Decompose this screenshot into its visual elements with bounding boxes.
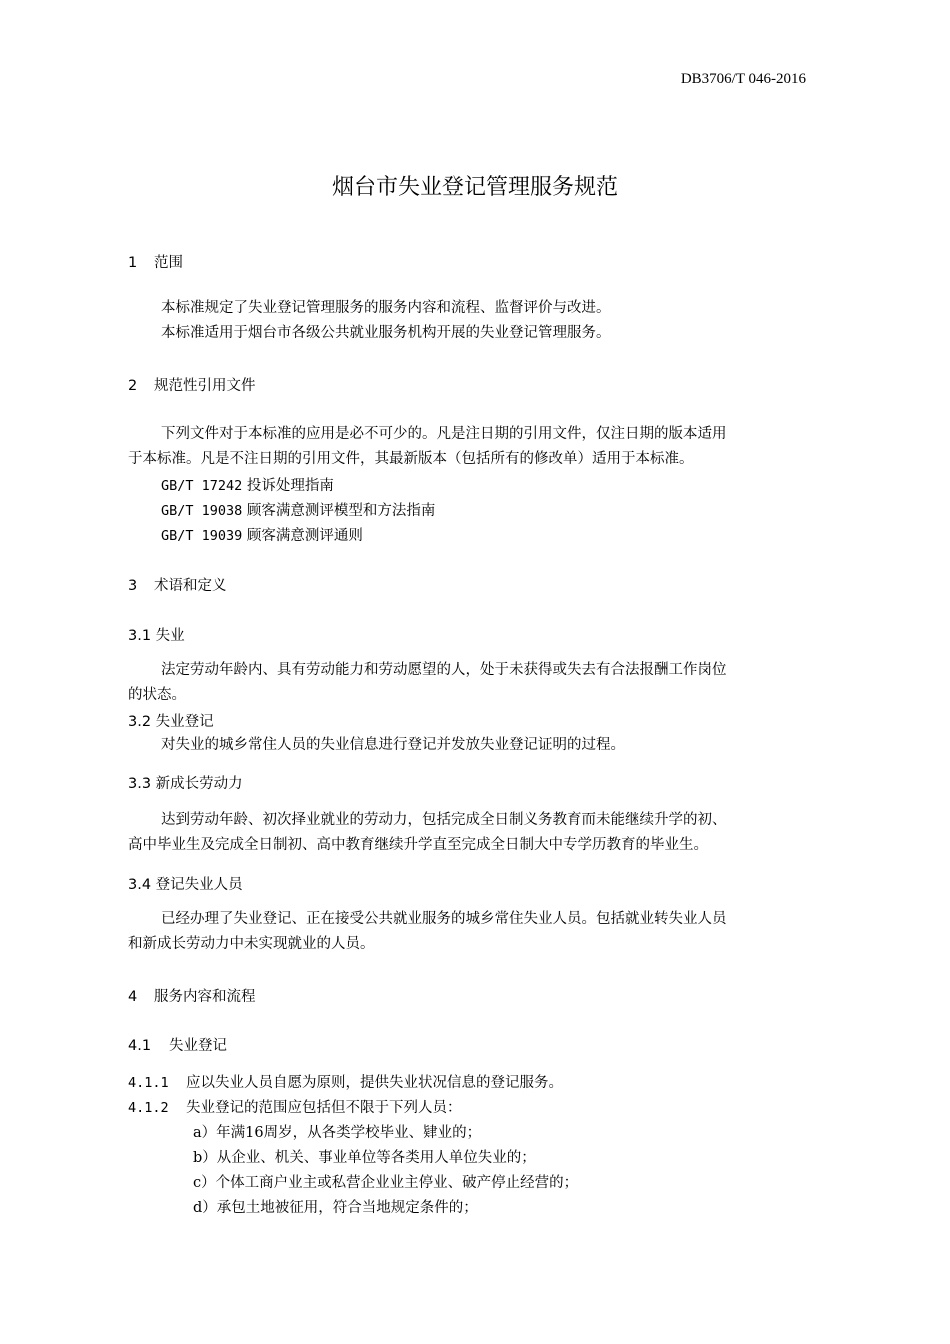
reference-item: GB/T 17242 投诉处理指南 [161, 478, 334, 494]
section-4-heading [128, 985, 256, 1006]
section-number: 1 [128, 255, 138, 271]
document-title: 烟台市失业登记管理服务规范 [331, 175, 618, 200]
term-3-1-definition-cont: 的状态。 [128, 687, 186, 703]
section-title: 服务内容和流程 [154, 989, 256, 1005]
list-item: c）个体工商户业主或私营企业业主停业、破产停止经营的； [193, 1175, 579, 1191]
section-1-heading [128, 251, 183, 272]
term-3-1-label: 3.1 失业 [128, 628, 185, 644]
term-3-1-definition: 法定劳动年龄内、具有劳动能力和劳动愿望的人，处于未获得或失去有合法报酬工作岗位 [161, 662, 727, 678]
standard-code: DB3706/T 046-2016 [680, 71, 806, 87]
term-3-2-definition: 对失业的城乡常住人员的失业信息进行登记并发放失业登记证明的过程。 [161, 737, 625, 753]
term-3-4-label: 3.4 登记失业人员 [128, 877, 243, 893]
clause-4-1-2: 4.1.2 失业登记的范围应包括但不限于下列人员： [128, 1100, 462, 1116]
term-3-3-label: 3.3 新成长劳动力 [128, 776, 243, 792]
section-title: 规范性引用文件 [154, 378, 256, 394]
term-3-4-definition: 已经办理了失业登记、正在接受公共就业服务的城乡常住失业人员。包括就业转失业人员 [161, 911, 727, 927]
list-item: d）承包土地被征用，符合当地规定条件的； [193, 1200, 478, 1216]
clause-4-1-1: 4.1.1 应以失业人员自愿为原则，提供失业状况信息的登记服务。 [128, 1075, 563, 1091]
section-3-heading [128, 574, 227, 595]
term-3-3-definition: 达到劳动年龄、初次择业就业的劳动力，包括完成全日制义务教育而未能继续升学的初、 [161, 812, 727, 828]
section-2-intro-line-1: 下列文件对于本标准的应用是必不可少的。凡是注日期的引用文件，仅注日期的版本适用 [161, 426, 727, 442]
section-1-paragraph-2: 本标准适用于烟台市各级公共就业服务机构开展的失业登记管理服务。 [161, 325, 611, 341]
section-2-heading [128, 374, 256, 395]
section-number: 2 [128, 378, 138, 394]
reference-item: GB/T 19039 顾客满意测评通则 [161, 528, 363, 544]
term-3-2-label: 3.2 失业登记 [128, 714, 214, 730]
section-number: 4 [128, 989, 138, 1005]
section-1-paragraph-1: 本标准规定了失业登记管理服务的服务内容和流程、监督评价与改进。 [161, 300, 611, 316]
section-number: 3 [128, 578, 138, 594]
list-item: b）从企业、机关、事业单位等各类用人单位失业的； [193, 1150, 536, 1166]
section-title: 术语和定义 [154, 578, 227, 594]
section-2-intro-line-2: 于本标准。凡是不注日期的引用文件，其最新版本（包括所有的修改单）适用于本标准。 [128, 451, 694, 467]
term-3-3-definition-cont: 高中毕业生及完成全日制初、高中教育继续升学直至完成全日制大中专学历教育的毕业生。 [128, 837, 708, 853]
list-item: a）年满16周岁，从各类学校毕业、肄业的； [193, 1125, 482, 1141]
subsection-4-1-heading: 4.1 失业登记 [128, 1038, 227, 1054]
section-title: 范围 [154, 255, 183, 271]
reference-item: GB/T 19038 顾客满意测评模型和方法指南 [161, 503, 436, 519]
term-3-4-definition-cont: 和新成长劳动力中未实现就业的人员。 [128, 936, 375, 952]
